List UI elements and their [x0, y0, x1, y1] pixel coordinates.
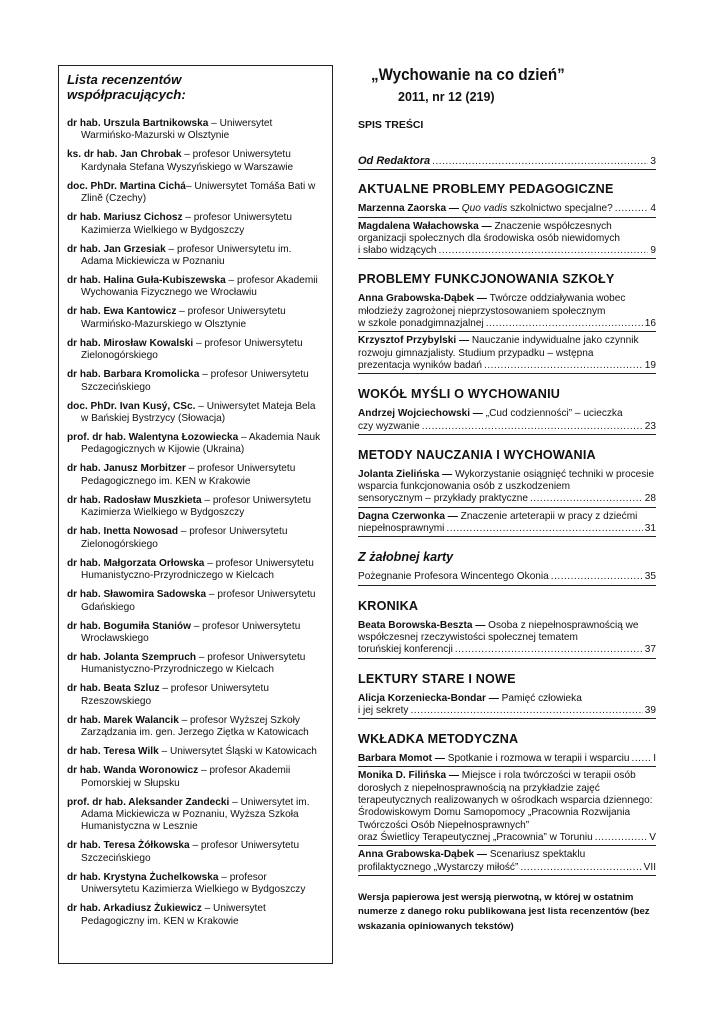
- reviewer-affiliation: – Uniwersytet Warmińsko-Mazurski w Olsztynie: [81, 118, 273, 142]
- toc-page-number: 9: [650, 245, 656, 257]
- reviewer-item: [67, 589, 325, 614]
- paper-version-note: Wersja papierowa jest wersją pierwotną, w której w ostatnim numerze z danego roku publikowana jest lista recenzentów (bez wskazania opiniowanych tekstów): [358, 892, 650, 932]
- toc-title-last-line: Spotkanie i rozmowa w terapii i wsparciu: [447, 753, 630, 765]
- reviewer-item: [67, 495, 325, 520]
- toc-entry[interactable]: [358, 293, 656, 332]
- toc-title-last-line: i jej sekrety: [358, 704, 409, 716]
- toc-entry[interactable]: [358, 693, 656, 720]
- toc-editor-title: Od Redaktora: [358, 155, 431, 167]
- toc-page-number: 28: [644, 493, 656, 505]
- reviewer-affiliation: – profesor Uniwersytetu Rzeszowskiego: [81, 683, 269, 707]
- reviewer-name: dr hab. Małgorzata Orłowska: [67, 557, 205, 569]
- toc-entry[interactable]: [358, 469, 656, 508]
- reviewers-title-line1: Lista recenzentów: [67, 72, 182, 87]
- toc-title-text: Osoba z niepełnosprawnością we współczesnej rzeczywistości społecznej tematem: [358, 619, 639, 643]
- reviewer-item: [67, 526, 325, 551]
- toc-title-text: „Cud codzienności” – ucieczka: [485, 408, 623, 420]
- reviewer-affiliation: – profesor Uniwersytetu Gdańskiego: [81, 589, 316, 613]
- reviewer-affiliation: – Uniwersytet Mateja Bela w Bańskiej Bystrzycy (Słowacja): [81, 400, 316, 425]
- reviewer-name: dr hab. Barbara Kromolicka: [67, 369, 200, 381]
- reviewer-name: dr hab. Wanda Woronowicz: [67, 765, 199, 777]
- reviewer-item: [67, 872, 325, 897]
- toc-label: SPIS TREŚCI: [358, 119, 424, 131]
- toc-author: Alicja Korzeniecka-Bondar —: [358, 692, 499, 704]
- toc-entry[interactable]: [358, 335, 656, 374]
- toc-section: [358, 672, 656, 720]
- reviewer-item: [67, 797, 325, 834]
- toc-title-italic: Quo vadis: [461, 203, 508, 215]
- toc-title-text: Miejsce i rola twórczości w terapii osób dorosłych z niepełnosprawnością na przykładzie zajęć terapeutycznych realizowanych w ośrodkach wsparcia dziennego: Środowiskowym Domu Samopomocy „Pracownia Rozwijania Twórczości Osób Niepełnosprawnych”: [358, 770, 653, 831]
- toc-author: Krzysztof Przybylski —: [358, 335, 470, 347]
- toc-author: Anna Grabowska-Dąbek —: [358, 293, 488, 305]
- reviewer-affiliation: – profesor Uniwersytetu Kazimierza Wielkiego w Bydgoszczy: [81, 871, 306, 896]
- toc-page-number: V: [649, 831, 656, 843]
- reviewer-affiliation: – profesor Uniwersytetu Wrocławskiego: [81, 620, 301, 644]
- toc-entry[interactable]: [358, 849, 656, 876]
- toc-entry[interactable]: [358, 221, 656, 260]
- toc-page-number: I: [653, 753, 656, 765]
- reviewer-name: doc. PhDr. Martina Cichá: [67, 180, 186, 192]
- toc-title-text: Wykorzystanie osiągnięć techniki w procesie wsparcia funkcjonowania osób z uszkodzeniem: [358, 468, 655, 493]
- reviewer-affiliation: – profesor Uniwersytetu Zielonogórskiego: [81, 526, 288, 550]
- toc-author: Beata Borowska-Beszta —: [358, 619, 486, 631]
- toc-section-heading: WOKÓŁ MYŚLI O WYCHOWANIU: [358, 387, 561, 402]
- reviewer-name: prof. dr hab. Walentyna Łozowiecka: [67, 432, 239, 444]
- toc-entry-editor[interactable]: [358, 155, 656, 170]
- toc-title-last-line: i słabo widzących: [358, 245, 437, 257]
- toc-page-number: 4: [650, 203, 656, 215]
- reviewer-affiliation: – profesor Uniwersytetu Pedagogicznego im. KEN w Krakowie: [81, 463, 296, 487]
- toc-section: [358, 448, 656, 537]
- toc-section: [358, 599, 656, 659]
- reviewers-list: [67, 118, 325, 935]
- toc-section-heading: KRONIKA: [358, 598, 419, 613]
- reviewers-title-line2: współpracujących:: [67, 87, 186, 102]
- reviewer-affiliation: – profesor Uniwersytetu im. Adama Mickiewicza w Poznaniu: [81, 243, 292, 268]
- toc-author: Dagna Czerwonka —: [358, 510, 458, 522]
- reviewer-item: [67, 621, 325, 646]
- reviewer-item: [67, 463, 325, 488]
- reviewer-item: [67, 840, 325, 865]
- toc-section-heading: PROBLEMY FUNKCJONOWANIA SZKOŁY: [358, 272, 615, 287]
- toc-page-number: 39: [644, 704, 656, 716]
- reviewer-name: dr hab. Mariusz Cichosz: [67, 212, 183, 224]
- reviewer-name: doc. PhDr. Ivan Kusý, CSc.: [67, 400, 196, 412]
- toc-entry[interactable]: [358, 753, 656, 767]
- reviewer-affiliation: – profesor Wyższej Szkoły Zarządzania im. gen. Jerzego Ziętka w Katowicach: [81, 714, 309, 739]
- toc-entry[interactable]: [358, 511, 656, 538]
- reviewer-affiliation: – profesor Uniwersytetu Kazimierza Wielkiego w Bydgoszczy: [81, 494, 312, 519]
- toc-title-last-line: szkolnictwo specjalne?: [510, 203, 613, 215]
- reviewer-name: dr hab. Jan Grzesiak: [67, 243, 166, 255]
- reviewer-item: [67, 432, 325, 457]
- reviewer-item: [67, 746, 325, 758]
- reviewer-affiliation: – Uniwersytet Śląski w Katowicach: [158, 746, 317, 758]
- reviewer-item: [67, 181, 325, 206]
- toc-entry[interactable]: [358, 571, 656, 585]
- reviewer-item: [67, 212, 325, 237]
- toc-title-text: Pamięć człowieka: [501, 692, 582, 704]
- reviewer-name: dr hab. Bogumiła Staniów: [67, 620, 191, 632]
- reviewer-item: [67, 369, 325, 394]
- toc-author: Andrzej Wojciechowski —: [358, 408, 483, 420]
- reviewer-name: dr hab. Halina Guła-Kubiszewska: [67, 275, 226, 287]
- reviewer-item: [67, 765, 325, 790]
- toc-section: [358, 387, 656, 435]
- toc-title-text: Twórcze oddziaływania wobec młodzieży zagrożonej nieprzystosowaniem społecznym: [358, 293, 626, 317]
- reviewer-name: dr hab. Janusz Morbitzer: [67, 463, 186, 475]
- reviewer-item: [67, 401, 325, 426]
- reviewer-item: [67, 558, 325, 583]
- reviewer-affiliation: – profesor Uniwersytetu Warmińsko-Mazurskiego w Olsztynie: [81, 306, 286, 330]
- toc-page-number: 23: [644, 420, 656, 432]
- reviewer-item: [67, 149, 325, 174]
- toc-entry[interactable]: [358, 408, 656, 435]
- reviewer-affiliation: – profesor Uniwersytetu Szczecińskiego: [81, 840, 300, 864]
- reviewer-name: dr hab. Arkadiusz Żukiewicz: [67, 903, 202, 915]
- reviewer-name: dr hab. Mirosław Kowalski: [67, 337, 194, 349]
- reviewer-name: dr hab. Sławomira Sadowska: [67, 589, 207, 601]
- reviewer-name: dr hab. Inetta Nowosad: [67, 526, 179, 538]
- reviewer-affiliation: – Uniwersytet Tomáša Bati w Zlinĕ (Czechy): [81, 180, 316, 205]
- toc-section: [358, 550, 656, 585]
- reviewer-affiliation: – Akademia Nauk Pedagogicznych w Kijowie (Ukraina): [81, 432, 321, 456]
- reviewer-affiliation: – Uniwersytet Pedagogiczny im. KEN w Krakowie: [81, 903, 266, 927]
- reviewer-name: dr hab. Teresa Żółkowska: [67, 840, 190, 852]
- reviewer-item: [67, 306, 325, 331]
- toc-title-last-line: niepełnosprawnymi: [358, 523, 445, 535]
- toc-page-number: 35: [644, 571, 656, 583]
- toc-author: Monika D. Filińska —: [358, 770, 459, 782]
- toc-section-heading: WKŁADKA METODYCZNA: [358, 732, 519, 747]
- reviewer-name: dr hab. Radosław Muszkieta: [67, 494, 202, 506]
- reviewer-item: [67, 118, 325, 143]
- toc-section-heading: AKTUALNE PROBLEMY PEDAGOGICZNE: [358, 182, 614, 197]
- reviewer-name: dr hab. Ewa Kantowicz: [67, 306, 177, 318]
- toc-author: Barbara Momot —: [358, 753, 445, 765]
- reviewer-item: [67, 683, 325, 708]
- toc-entry[interactable]: [358, 620, 656, 659]
- reviewer-name: dr hab. Marek Walancik: [67, 714, 179, 726]
- reviewer-name: ks. dr hab. Jan Chrobak: [67, 149, 182, 161]
- toc-page-number: 31: [644, 523, 656, 535]
- toc-page-number: 3: [650, 156, 656, 167]
- reviewer-name: dr hab. Teresa Wilk: [67, 746, 159, 758]
- toc-page-number: 19: [644, 359, 656, 371]
- toc-page-number: 16: [644, 318, 656, 330]
- toc-title-last-line: sensorycznym – przykłady praktyczne: [358, 493, 528, 505]
- toc-title-text: Znaczenie arteterapii w pracy z dziećmi: [460, 510, 638, 522]
- reviewer-affiliation: – profesor Uniwersytetu Humanistyczno-Przyrodniczego w Kielcach: [81, 557, 314, 582]
- toc-title-text: Znaczenie współczesnych organizacji społecznych dla środowiska osób niewidomych: [358, 220, 621, 244]
- toc-page-number: 37: [644, 644, 656, 656]
- reviewer-item: [67, 338, 325, 363]
- toc-author: Marzenna Zaorska —: [358, 203, 459, 215]
- reviewer-affiliation: – Uniwersytet im. Adama Mickiewicza w Poznaniu, Wyższa Szkoła Humanistyczna w Lesznie: [81, 796, 310, 833]
- toc-title-last-line: oraz Świetlicy Terapeutycznej „Pracownia” w Toruniu: [358, 831, 593, 843]
- reviewer-affiliation: – profesor Uniwersytetu Zielonogórskiego: [81, 337, 303, 362]
- toc-entry[interactable]: [358, 770, 656, 846]
- toc-title-last-line: Pożegnanie Profesora Wincentego Okonia: [358, 571, 549, 583]
- reviewer-item: [67, 903, 325, 928]
- toc-title-last-line: prezentacja wyników badań: [358, 359, 483, 371]
- toc-entry[interactable]: [358, 203, 656, 217]
- reviewer-name: dr hab. Krystyna Żuchelkowska: [67, 871, 219, 883]
- reviewers-box: [58, 65, 333, 964]
- toc-section-heading: LEKTURY STARE I NOWE: [358, 671, 516, 686]
- reviewer-affiliation: – profesor Akademii Wychowania Fizycznego we Wrocławiu: [81, 275, 318, 299]
- reviewers-title: [67, 72, 186, 102]
- toc-title-last-line: czy wyzwanie: [358, 420, 420, 432]
- journal-title: „Wychowanie na co dzień”: [371, 66, 565, 84]
- toc-section-heading: Z żałobnej karty: [358, 550, 454, 565]
- toc-title-last-line: toruńskiej konferencji: [358, 644, 453, 656]
- toc-title-last-line: profilaktycznego „Wystarczy miłość”: [358, 861, 519, 873]
- reviewer-affiliation: – profesor Uniwersytetu Kardynała Stefana Wyszyńskiego w Warszawie: [81, 149, 294, 173]
- reviewer-name: dr hab. Urszula Bartnikowska: [67, 118, 209, 129]
- toc-section: [358, 272, 656, 374]
- toc-author: Anna Grabowska-Dąbek —: [358, 849, 488, 861]
- reviewer-item: [67, 244, 325, 269]
- toc-title-text: Scenariusz spektaklu: [489, 849, 586, 861]
- toc-author: Jolanta Zielińska —: [358, 468, 453, 480]
- table-of-contents: [358, 155, 656, 889]
- toc-author: Magdalena Wałachowska —: [358, 220, 492, 232]
- reviewer-item: [67, 652, 325, 677]
- reviewer-affiliation: – profesor Uniwersytetu Szczecińskiego: [81, 369, 309, 393]
- journal-issue: 2011, nr 12 (219): [398, 90, 495, 104]
- toc-section: [358, 182, 656, 259]
- reviewer-affiliation: – profesor Uniwersytetu Kazimierza Wielkiego w Bydgoszczy: [81, 212, 292, 236]
- reviewer-item: [67, 275, 325, 300]
- reviewer-affiliation: – profesor Akademii Pomorskiej w Słupsku: [81, 765, 291, 789]
- reviewer-affiliation: – profesor Uniwersytetu Humanistyczno-Przyrodniczego w Kielcach: [81, 651, 306, 676]
- toc-title-text: Nauczanie indywidualne jako czynnik rozwoju gimnazjalisty. Studium przypadku – wstępna: [358, 335, 639, 359]
- toc-page-number: VII: [643, 861, 656, 873]
- reviewer-name: prof. dr hab. Aleksander Zandecki: [67, 796, 230, 808]
- reviewer-name: dr hab. Beata Szluz: [67, 683, 160, 695]
- reviewer-name: dr hab. Jolanta Szempruch: [67, 651, 197, 663]
- toc-section-heading: METODY NAUCZANIA I WYCHOWANIA: [358, 447, 596, 462]
- reviewer-item: [67, 715, 325, 740]
- toc-section: [358, 732, 656, 876]
- toc-title-last-line: w szkole ponadgimnazjalnej: [358, 318, 484, 330]
